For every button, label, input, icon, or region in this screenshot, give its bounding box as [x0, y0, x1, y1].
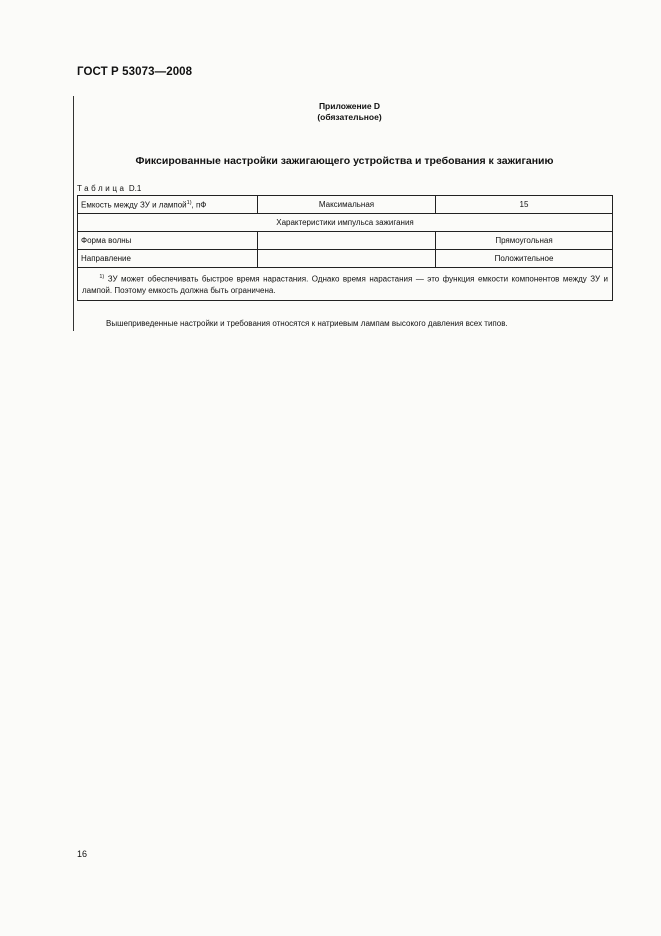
page-number: 16 [77, 849, 88, 859]
section-title: Фиксированные настройки зажигающего устройства и требования к зажиганию [135, 155, 554, 167]
subheader-cell: Характеристики импульса зажигания [78, 214, 613, 232]
param-cell: Направление [78, 250, 258, 268]
change-bar [73, 96, 74, 331]
table-subheader-row [78, 214, 613, 232]
footnote-ref: 1) [186, 199, 192, 206]
limit-cell [258, 250, 436, 268]
footnote-cell [78, 268, 613, 301]
annex-title: Приложение D [318, 101, 381, 111]
param-cell: Форма волны [78, 232, 258, 250]
table-caption-number: D.1 [128, 184, 142, 193]
limit-cell [258, 232, 436, 250]
table-row [78, 232, 613, 250]
footnote-body [82, 272, 608, 296]
table-caption [77, 184, 141, 193]
value-cell: Прямоугольная [436, 232, 613, 250]
limit-cell: Максимальная [258, 196, 436, 214]
annex-heading [0, 101, 661, 123]
param-unit: , пФ [191, 200, 207, 210]
table-d1 [77, 195, 613, 301]
footnote-text: ЗУ может обеспечивать быстрое время нарастания. Однако время нарастания — это функция емкости компонентов между ЗУ и лампой. Поэтому емкость должна быть ограничена. [82, 274, 609, 295]
table-footnote-row [78, 268, 613, 301]
param-label: Емкость между ЗУ и лампой [81, 200, 187, 210]
table-caption-word: Таблица [77, 184, 127, 193]
footnote-mark: 1) [99, 274, 105, 281]
document-code: ГОСТ Р 53073—2008 [77, 66, 193, 78]
table-row [78, 196, 613, 214]
value-cell: Положительное [436, 250, 613, 268]
value-cell: 15 [436, 196, 613, 214]
param-cell [78, 196, 258, 214]
body-paragraph: Вышеприведенные настройки и требования относятся к натриевым лампам высокого давления всех типов. [106, 319, 508, 328]
annex-status: (обязательное) [317, 112, 382, 122]
table-row [78, 250, 613, 268]
